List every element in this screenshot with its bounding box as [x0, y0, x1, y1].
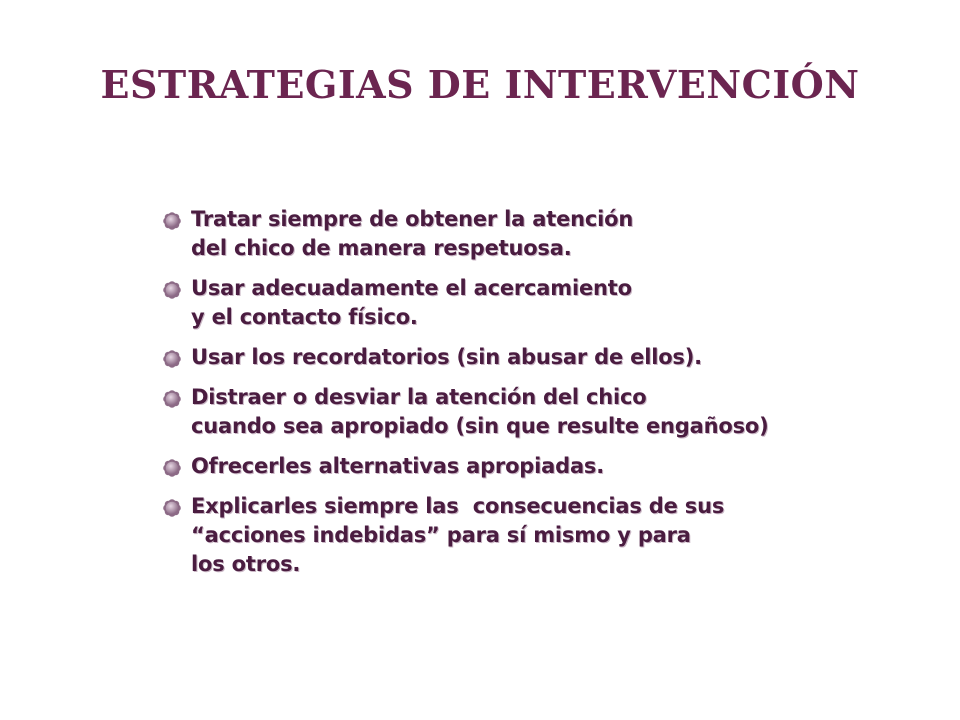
flower-bullet-icon	[162, 458, 182, 478]
bullet-text	[191, 205, 922, 263]
bullet-center	[166, 462, 178, 474]
bullet-item	[162, 343, 922, 372]
bullet-line: Usar adecuadamente el acercamiento	[191, 276, 632, 300]
bullet-center	[166, 215, 178, 227]
bullet-item	[162, 383, 922, 441]
bullet-line: cuando sea apropiado (sin que resulte engañoso)	[191, 414, 769, 438]
bullet-line: “acciones indebidas” para sí mismo y para	[191, 523, 691, 547]
bullet-line: Tratar siempre de obtener la atención	[191, 207, 634, 231]
bullet-list	[162, 205, 922, 590]
slide-title: ESTRATEGIAS DE INTERVENCIÓN	[100, 62, 860, 107]
bullet-line: Ofrecerles alternativas apropiadas.	[191, 454, 604, 478]
bullet-item	[162, 492, 922, 579]
bullet-line: y el contacto físico.	[191, 305, 418, 329]
flower-bullet-icon	[162, 498, 182, 518]
bullet-center	[166, 353, 178, 365]
bullet-line: los otros.	[191, 552, 301, 576]
bullet-item	[162, 274, 922, 332]
bullet-text	[191, 492, 922, 579]
flower-bullet-icon	[162, 389, 182, 409]
bullet-center	[166, 502, 178, 514]
flower-bullet-icon	[162, 349, 182, 369]
bullet-center	[166, 284, 178, 296]
flower-bullet-icon	[162, 211, 182, 231]
bullet-text	[191, 343, 922, 372]
bullet-line: Explicarles siempre las consecuencias de sus	[191, 494, 725, 518]
bullet-center	[166, 393, 178, 405]
bullet-line: Usar los recordatorios (sin abusar de ellos).	[191, 345, 702, 369]
bullet-line: del chico de manera respetuosa.	[191, 236, 572, 260]
bullet-item	[162, 205, 922, 263]
bullet-item	[162, 452, 922, 481]
bullet-text	[191, 383, 922, 441]
flower-bullet-icon	[162, 280, 182, 300]
bullet-line: Distraer o desviar la atención del chico	[191, 385, 647, 409]
bullet-text	[191, 452, 922, 481]
bullet-text	[191, 274, 922, 332]
